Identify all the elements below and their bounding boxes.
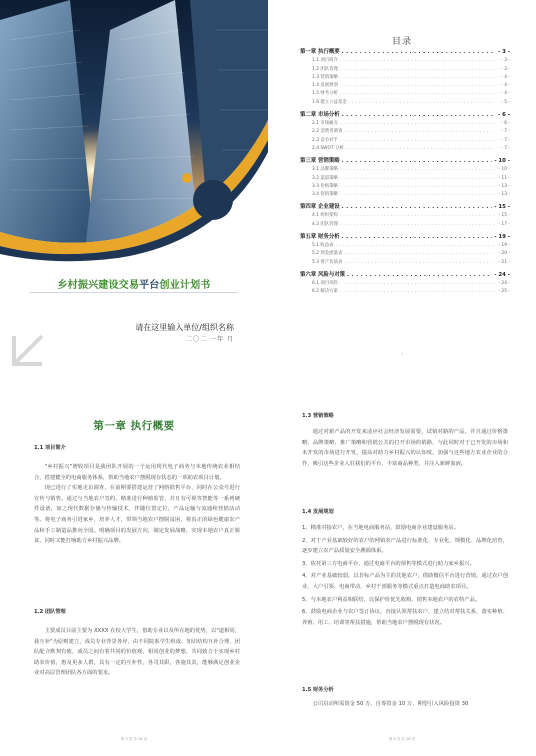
- navy-circle: [193, 180, 233, 220]
- page-3: [0, 378, 268, 756]
- toc-leader-dots: [340, 184, 494, 189]
- toc-chapter-entry[interactable]: [300, 231, 510, 240]
- toc-entry-page: - 4 -: [501, 74, 510, 80]
- toc-section-entry[interactable]: [300, 210, 510, 218]
- toc-section-entry[interactable]: [300, 240, 510, 248]
- toc-leader-dots: [342, 158, 493, 164]
- toc-section-entry[interactable]: [300, 189, 510, 197]
- toc-section-entry[interactable]: [300, 118, 510, 126]
- page-number: I: [401, 352, 403, 356]
- toc-leader-dots: [342, 234, 493, 240]
- toc-entry-label: 2.4 SWOT 分析: [312, 145, 344, 151]
- toc-leader-dots: [346, 146, 494, 151]
- page-4: [268, 378, 536, 756]
- toc-entry-page: - 7 -: [501, 145, 510, 151]
- page-footer: 第 4 页 共 26 页: [388, 737, 416, 741]
- plan-item: 1、精准对接农户，在当地电商服务站，鼓励电商企业建设服务站。: [302, 525, 459, 531]
- cover-date[interactable]: 二〇二 一年 月: [186, 336, 234, 343]
- toc-leader-dots: [344, 260, 494, 265]
- section-heading: 1.2 团队管理: [34, 609, 66, 615]
- toc-section-entry[interactable]: [300, 164, 510, 172]
- section-1-1: [34, 444, 240, 451]
- toc-entry-page: - 15 -: [498, 213, 510, 219]
- toc-chapter-entry[interactable]: [300, 109, 510, 118]
- section-1-5: [302, 686, 508, 710]
- toc-entry-page: - 13 -: [498, 183, 510, 189]
- plan-item: 5、与本地农户利益相联结，以保护价优先收购、销售本地农户的农特产品。: [302, 596, 481, 603]
- toc-entry-page: - 5 -: [501, 99, 510, 105]
- chapter-title: 第一章 执行概要: [93, 420, 175, 432]
- toc-chapter-entry[interactable]: [300, 46, 510, 55]
- section-heading: 1.1 项目简介: [34, 445, 66, 451]
- cover-city-illustration: [0, 0, 268, 270]
- toc-entry-page: - 24 -: [494, 271, 510, 278]
- section-1-2-body: [34, 626, 240, 679]
- toc-entry-page: - 4 -: [501, 83, 510, 89]
- toc-leader-dots: [340, 83, 494, 88]
- paragraph: "乡村振兴"增收项目是我团队开展的一个运用现代电子商务与本地传统农业相结合，搭建健全的电商服务体系，帮助当地农户摆脱现存状态的一项助农项目计划。: [34, 464, 240, 481]
- toc-leader-dots: [336, 243, 494, 248]
- toc-chapter-entry[interactable]: [300, 155, 510, 164]
- toc-entry-page: - 7 -: [501, 129, 510, 135]
- toc-entry-label: 第三章 营销策略: [300, 157, 340, 164]
- toc-leader-dots: [342, 204, 493, 210]
- section-heading: 1.3 营销策略: [302, 413, 334, 419]
- toc-leader-dots: [340, 67, 494, 72]
- toc-entry-label: 1.6 建立公益基金: [312, 99, 347, 105]
- toc-entry-page: - 24 -: [498, 280, 510, 286]
- toc-entry-label: 1.5 财务分析: [312, 91, 338, 97]
- toc-section-entry[interactable]: [300, 218, 510, 226]
- toc-leader-dots: [342, 49, 494, 55]
- toc-section-entry[interactable]: [300, 256, 510, 264]
- toc-entry-page: - 10 -: [494, 157, 510, 164]
- toc-leader-dots: [340, 192, 494, 197]
- toc-entry-label: 1.1 项目简介: [312, 58, 338, 64]
- toc-entry-label: 5.1 收益表: [312, 243, 334, 249]
- plan-list: [302, 523, 508, 628]
- paragraph: 通过对新产品的开发来适应社会经济发展需要，试销对路的产品，并且通过价格策略、品牌策略、推广策略和营销公关的打开市场的销路，与此同时对于已开发的市场和未开发的市场进行开发，提高对助力乡村振兴的认知度，加强与这些地方农业企业的合作，吸引这些企业入驻我们的平台，丰富商品种类，并注入新鲜血液。: [302, 429, 508, 467]
- toc-leader-dots: [340, 75, 494, 80]
- cover-title: 乡村振兴建设交易平台创业计划书: [57, 280, 211, 291]
- toc-entry-label: 第一章 执行概要: [300, 49, 340, 55]
- toc-entry-label: 4.1 组织架构: [312, 213, 338, 219]
- toc-entry-label: 1.2 团队管理: [312, 66, 338, 72]
- toc-entry-page: - 11 -: [498, 175, 510, 181]
- section-heading: 1.5 财务分析: [302, 687, 334, 693]
- section-1-2: [34, 608, 240, 615]
- toc-leader-dots: [349, 100, 494, 105]
- toc-entry-label: 6.2 解决方案: [312, 289, 338, 295]
- toc-section-entry[interactable]: [300, 63, 510, 71]
- toc-leader-dots: [342, 112, 494, 118]
- toc-entry-page: - 6 -: [501, 121, 510, 127]
- toc-entry-page: - 19 -: [494, 233, 510, 240]
- cover-page: [0, 0, 268, 378]
- toc-section-entry[interactable]: [300, 96, 510, 104]
- toc-leader-dots: [347, 272, 492, 278]
- toc-leader-dots: [340, 289, 494, 294]
- toc-section-entry[interactable]: [300, 80, 510, 88]
- toc-entry-label: 4.2 团队管理: [312, 221, 338, 227]
- toc-section-entry[interactable]: [300, 55, 510, 63]
- toc-section-entry[interactable]: [300, 286, 510, 294]
- toc-entry-page: - 15 -: [494, 204, 510, 211]
- toc-leader-dots: [340, 138, 494, 143]
- toc-section-entry[interactable]: [300, 88, 510, 96]
- toc-entry-label: 5.3 资产负债表: [312, 259, 343, 265]
- toc-entry-label: 第二章 市场分析: [300, 111, 340, 118]
- toc-entry-page: - 17 -: [498, 221, 510, 227]
- toc-entry-label: 第六章 风险与对策: [300, 271, 346, 278]
- toc-section-entry[interactable]: [300, 134, 510, 142]
- title-divider: [30, 292, 238, 293]
- toc-page: [268, 0, 536, 378]
- toc-entry-page: - 19 -: [498, 243, 510, 249]
- toc-list: [300, 46, 510, 294]
- toc-entry-page: - 21 -: [498, 259, 510, 265]
- toc-entry-page: - 10 -: [498, 167, 510, 173]
- toc-entry-label: 1.3 营销策略: [312, 74, 338, 80]
- toc-section-entry[interactable]: [300, 143, 510, 151]
- section-1-4: [302, 508, 508, 630]
- toc-entry-page: - 4 -: [501, 91, 510, 97]
- toc-leader-dots: [340, 281, 494, 286]
- toc-entry-label: 2.1 市场痛点: [312, 121, 338, 127]
- toc-leader-dots: [344, 251, 494, 256]
- toc-entry-page: - 7 -: [501, 137, 510, 143]
- toc-entry-label: 3.4 促销策略: [312, 192, 338, 198]
- toc-title: 目录: [391, 37, 412, 47]
- toc-entry-page: - 20 -: [498, 251, 510, 257]
- toc-entry-label: 3.2 渠道策略: [312, 175, 338, 181]
- toc-section-entry[interactable]: [300, 181, 510, 189]
- toc-leader-dots: [340, 167, 494, 172]
- toc-chapter-entry[interactable]: [300, 269, 510, 278]
- plan-item: 3、依托第三方电商平台，通过电商平台的预售等模式进行助力家乡振兴。: [302, 560, 475, 567]
- section-1-3: [302, 412, 508, 469]
- toc-leader-dots: [344, 129, 494, 134]
- toc-section-entry[interactable]: [300, 126, 510, 134]
- toc-entry-label: 2.2 消费者调查: [312, 129, 343, 135]
- paragraph: 现已进行了实地走访调查，在前期要搭建运营了网络销售平台，同时在公众号进行宣传与销售。通过与当地农户签约，精准进行种植监管，并且有可视等智能等一系列硬件设备，加之现代数据存储与传输技术，伴随位置定位，产品运输与流通和营销活动等。将电子商务引进家乡，培养人才，带领当地农户摆脱贫困，将真正的绿色健康农产品和手工制造品推向全国。明确项目的发展方向，制定发展战略，实现本地农户真正脱贫，同时又能打响助力乡村振兴品牌。: [34, 485, 240, 545]
- toc-entry-page: - 6 -: [498, 111, 510, 118]
- toc-leader-dots: [340, 121, 494, 126]
- toc-section-entry[interactable]: [300, 278, 510, 286]
- toc-entry-page: - 13 -: [498, 192, 510, 198]
- plan-item: 6、鼓励电商企业与农户签订协议，直接认领帮扶农户，建立结对帮扶关系，落实种植、养殖、用工、培训等帮扶措施，帮助当地农户摆脱现有状况。: [302, 609, 508, 626]
- toc-entry-label: 5.2 现金流量表: [312, 251, 343, 257]
- unit-name-placeholder[interactable]: 请在这里输入单位/组织名称: [135, 323, 234, 332]
- section-heading: 1.4 发展规划: [302, 509, 334, 515]
- paragraph: 公司启动所需资金 50 万，自筹资金 10 万，期望引入风险投资 30: [312, 701, 469, 707]
- toc-entry-label: 2.3 竞争对手: [312, 137, 338, 143]
- toc-entry-label: 3.3 价格策略: [312, 183, 338, 189]
- toc-entry-page: - 3 -: [501, 66, 510, 72]
- paragraph: 主要成员目前主要为 XXXX 在校大学生，借助专业以及所在地的优势，以"道相同，我互补"为原则建立，成员专业背景各异，由不同院系学生组成，知识结构互补合理，团队配合默契有致，成员之间有着共同的价值观，相同创业的梦想，共同致力于实现乡村助农价值，惠及更多人群，具有一定的互补性，各司其职，各施其责，能够满足创业企业对高层管理团队各方面的要求。: [34, 628, 240, 677]
- toc-leader-dots: [340, 91, 494, 96]
- toc-leader-dots: [340, 58, 494, 63]
- page-footer: 第 3 页 共 26 页: [120, 737, 148, 741]
- plan-item: 2、对于产业基础较好的农户的网销农产品进行标准化、专业化、规模化、品牌化培育，逐步建立农产品质量安全溯源体系。: [302, 537, 508, 555]
- toc-entry-page: - 25 -: [498, 289, 510, 295]
- toc-entry-page: - 3 -: [498, 49, 510, 55]
- toc-leader-dots: [340, 222, 494, 227]
- toc-entry-page: - 3 -: [501, 58, 510, 64]
- toc-entry-label: 6.1 项目风险: [312, 280, 338, 286]
- toc-chapter-entry[interactable]: [300, 201, 510, 210]
- toc-entry-label: 第五章 财务分析: [300, 233, 340, 240]
- toc-section-entry[interactable]: [300, 248, 510, 256]
- toc-leader-dots: [340, 213, 494, 218]
- toc-entry-label: 1.4 发展规划: [312, 83, 338, 89]
- toc-section-entry[interactable]: [300, 172, 510, 180]
- toc-entry-label: 3.1 品牌策略: [312, 167, 338, 173]
- diagonal-arrow-icon: [8, 328, 50, 370]
- toc-leader-dots: [340, 176, 494, 181]
- plan-item: 4、对产业基础较弱，以非标产品为主的其他农户，借助微信平台进行营销，通过农户创业、大户引领、电商带动，乡村干部服务等模式重点打造电商助农项目。: [302, 573, 508, 590]
- small-orange-dot: [182, 173, 192, 183]
- toc-section-entry[interactable]: [300, 72, 510, 80]
- section-1-1-body: [34, 462, 240, 547]
- toc-entry-label: 第四章 企业建设: [300, 204, 340, 211]
